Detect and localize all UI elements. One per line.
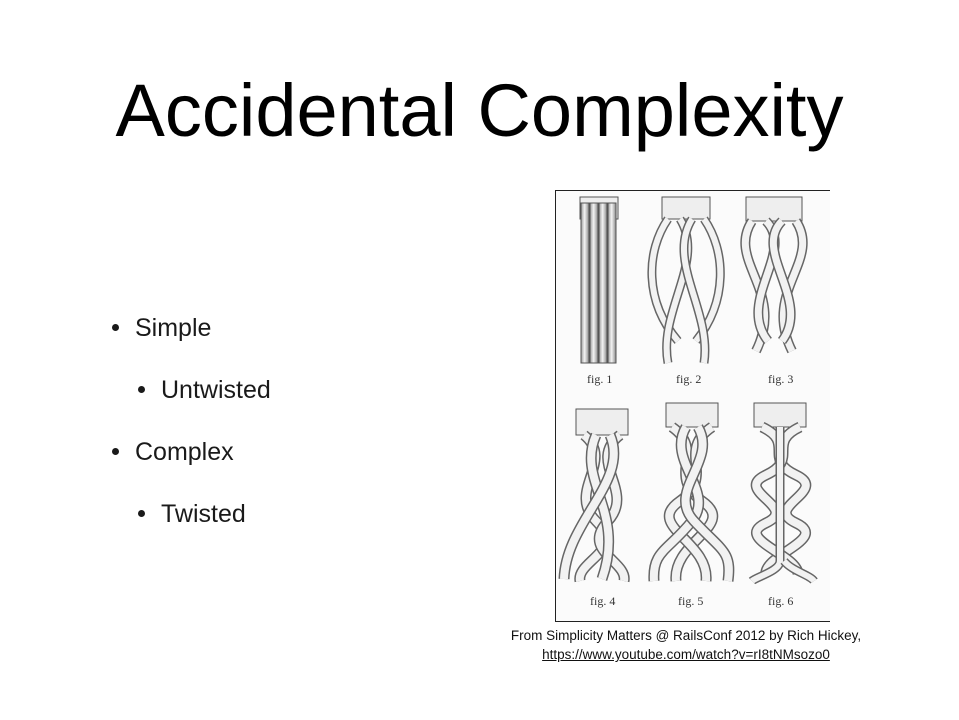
slide-title: Accidental Complexity: [115, 69, 844, 152]
fig-3-drawing: [745, 197, 802, 351]
bullet-text: Untwisted: [161, 376, 271, 404]
bullet-dot-icon: [112, 448, 119, 455]
fig-label-3: fig. 3: [768, 372, 794, 386]
fig-5-drawing: [654, 403, 729, 581]
bullet-dot-icon: [112, 324, 119, 331]
fig-label-4: fig. 4: [590, 594, 616, 608]
bullet-item-untwisted: [138, 376, 271, 405]
bullet-text: Simple: [135, 314, 212, 342]
fig-1-drawing: [580, 197, 618, 363]
bullet-text: Twisted: [161, 500, 246, 528]
bullet-text: Complex: [135, 438, 234, 466]
caption-link[interactable]: https://www.youtube.com/watch?v=rI8tNMsozo0: [542, 647, 830, 662]
fig-4-drawing: [564, 409, 628, 581]
bullet-item-simple: [112, 314, 211, 343]
fig-6-drawing: [752, 403, 814, 581]
fig-label-5: fig. 5: [678, 594, 704, 608]
fig-label-1: fig. 1: [587, 372, 613, 386]
bullet-item-complex: [112, 438, 234, 467]
braid-illustration: [556, 191, 830, 621]
bullet-dot-icon: [138, 510, 145, 517]
bullet-dot-icon: [138, 386, 145, 393]
fig-2-drawing: [652, 197, 720, 363]
braid-figure-image: [555, 190, 830, 622]
caption-text: From Simplicity Matters @ RailsConf 2012 by Rich Hickey,: [510, 628, 862, 643]
fig-label-2: fig. 2: [676, 372, 702, 386]
fig-label-6: fig. 6: [768, 594, 794, 608]
figure-caption: [470, 626, 902, 664]
bullet-item-twisted: [138, 500, 246, 529]
